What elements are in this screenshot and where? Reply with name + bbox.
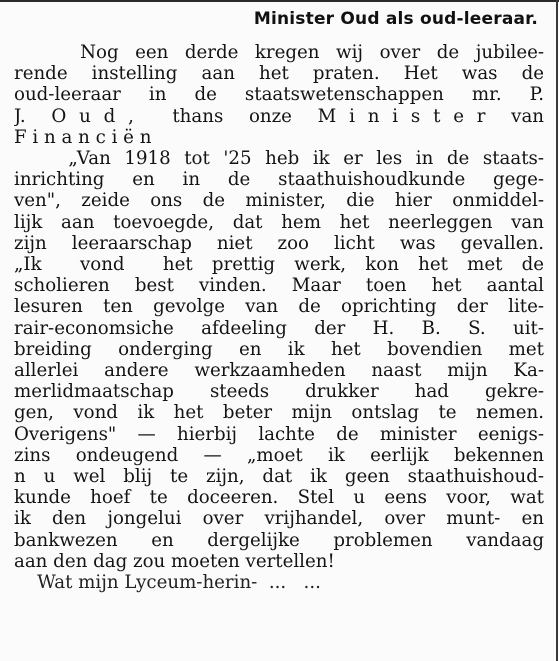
article-line: n u wel blij te zijn, dat ik geen staathuishoud-	[14, 466, 544, 488]
article-line: ven", zeide ons de minister, die hier onmiddel-	[14, 190, 544, 212]
article-line: breiding onderging en ik het bovendien met	[14, 338, 544, 360]
article-line: lesuren ten gevolge van de oprichting der lite-	[14, 296, 544, 318]
article-line: Overigens" — hierbij lachte de minister eenigs-	[14, 423, 544, 445]
article-line: bankwezen en dergelijke problemen vandaag	[14, 529, 544, 551]
article-line: J. O u d , thans onze M i n i s t e r van	[14, 105, 544, 127]
article-line: scholieren best vinden. Maar toen het aantal	[14, 275, 544, 297]
article-line: kunde hoef te doceeren. Stel u eens voor, wat	[14, 487, 544, 509]
article-line: „Ik vond het prettig werk, kon het met de	[14, 254, 544, 276]
article-line: rair-economsiche afdeeling der H. B. S. uit-	[14, 317, 544, 339]
article-body	[14, 42, 544, 593]
article-line: inrichting en in de staathuishoudkunde gege-	[14, 169, 544, 191]
article-line: oud-leeraar in de staatswetenschappen mr. P.	[14, 84, 544, 106]
article-line: „Van 1918 tot '25 heb ik er les in de staats-	[14, 148, 544, 170]
article-line: merlidmaatschap steeds drukker had gekre-	[14, 381, 544, 403]
article-line: Wat mijn Lyceum-herin- ... ...	[14, 572, 321, 594]
top-rule	[0, 0, 559, 2]
column-rule	[556, 0, 558, 661]
article-line: rende instelling aan het praten. Het was de	[14, 63, 544, 85]
article-line: zins ondeugend — „moet ik eerlijk bekennen	[14, 444, 544, 466]
article-line: aan den dag zou moeten vertellen!	[14, 550, 335, 572]
article-line: allerlei andere werkzaamheden naast mijn Ka-	[14, 360, 544, 382]
article-line: F i n a n c i ë n	[14, 126, 152, 148]
article-line: lijk aan toevoegde, dat hem het neerleggen van	[14, 211, 544, 233]
article-line: zijn leeraarschap niet zoo licht was gevallen.	[14, 232, 544, 254]
article-line: Nog een derde kregen wij over de jubilee-	[14, 42, 544, 63]
article-line: gen, vond ik het beter mijn ontslag te nemen.	[14, 402, 544, 424]
article-line: ik den jongelui over vrijhandel, over munt- en	[14, 508, 544, 530]
article-headline: Minister Oud als oud-leeraar.	[253, 9, 538, 29]
